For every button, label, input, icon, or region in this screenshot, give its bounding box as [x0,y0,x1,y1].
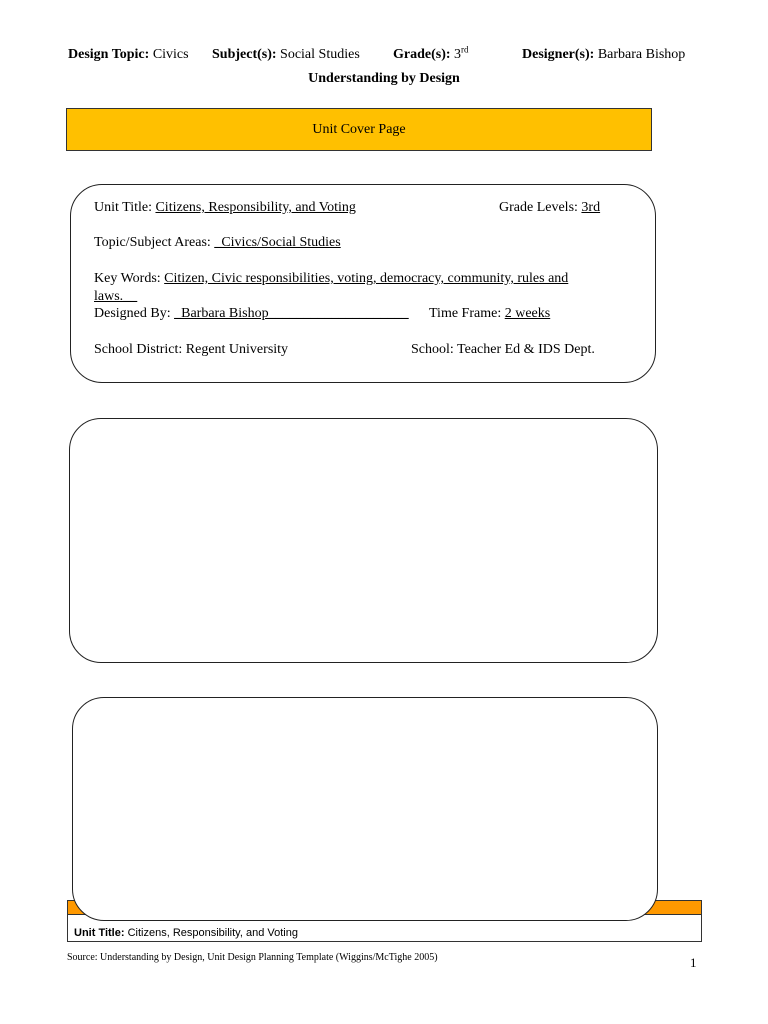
keywords-value-line2[interactable]: laws.__ [94,289,138,304]
empty-content-box-1[interactable] [69,418,658,663]
grade-levels-field [499,200,600,216]
unit-title-field [94,200,356,216]
time-frame-value[interactable]: 2 weeks [504,306,551,321]
designers-label: Designer(s): [522,47,595,62]
keywords-field [94,271,568,287]
footer-unit-title-value: Citizens, Responsibility, and Voting [127,927,298,939]
design-topic [68,47,189,63]
topic-label: Topic/Subject Areas: [94,235,211,250]
topic-value[interactable]: _Civics/Social Studies [214,235,341,250]
keywords-continuation [94,289,137,305]
district-value[interactable]: Regent University [185,342,289,357]
keywords-label: Key Words: [94,271,161,286]
grades-value: 3 [454,47,462,62]
school-value[interactable]: Teacher Ed & IDS Dept. [457,342,595,357]
document-header [0,44,768,67]
time-frame-field [429,306,550,322]
time-frame-label: Time Frame: [429,306,502,321]
designers [522,47,685,63]
grades-label: Grade(s): [393,47,451,62]
grades-sup: rd [461,44,469,55]
design-topic-label: Design Topic: [68,47,150,62]
page-number: 1 [690,955,697,970]
designed-by-value[interactable]: _Barbara Bishop____________________ [174,306,409,321]
topic-field [94,235,341,251]
subjects-value: Social Studies [280,47,360,62]
unit-cover-banner [66,108,652,151]
designers-value: Barbara Bishop [597,47,686,62]
district-field [94,342,288,358]
unit-title-value[interactable]: Citizens, Responsibility, and Voting [155,200,356,215]
empty-content-box-2[interactable] [72,697,658,921]
grade-levels-value[interactable]: 3rd [581,200,601,215]
banner-label: Unit Cover Page [312,121,406,137]
designed-by-label: Designed By: [94,306,171,321]
document-subtitle: Understanding by Design [308,71,460,86]
school-field [411,342,595,358]
school-label: School: [411,342,454,357]
designed-by-field [94,306,409,322]
district-label: School District: [94,342,183,357]
keywords-value-line1[interactable]: Citizen, Civic responsibilities, voting, democracy, community, rules and [164,271,569,286]
subjects [212,47,360,63]
unit-info-card [70,184,656,383]
footer-unit-title [74,927,298,939]
grade-levels-label: Grade Levels: [499,200,578,215]
footer-unit-title-label: Unit Title: [74,927,125,939]
source-citation: Source: Understanding by Design, Unit Design Planning Template (Wiggins/McTighe 2005) [67,952,438,963]
design-topic-value: Civics [152,47,189,62]
subjects-label: Subject(s): [212,47,277,62]
unit-title-label: Unit Title: [94,200,152,215]
grades [393,44,469,63]
